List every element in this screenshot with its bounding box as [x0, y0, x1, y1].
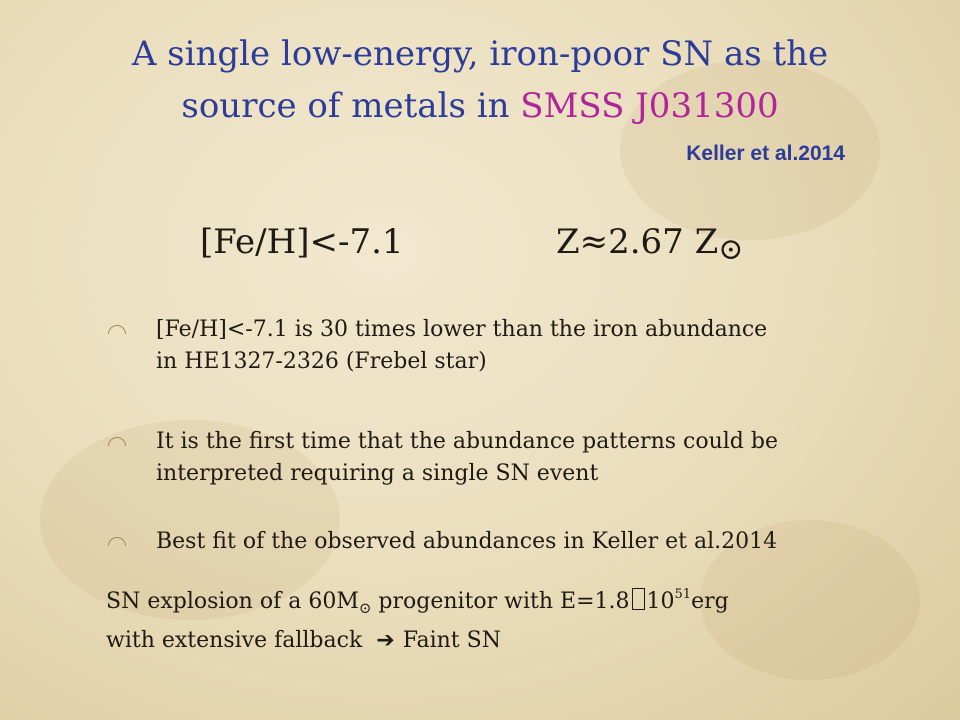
- bullet-text: [156, 526, 886, 558]
- bullet-text: [156, 426, 886, 490]
- half-circle-bullet-icon: [108, 325, 126, 334]
- sun-symbol-icon: ⊙: [358, 599, 372, 617]
- title-object-name: SMSS J031300: [520, 86, 779, 126]
- summary-text: progenitor with E=1.8: [371, 589, 630, 614]
- title-line-2-prefix: source of metals in: [181, 86, 521, 126]
- summary-line-2: [106, 623, 866, 659]
- title-line-2: [40, 80, 920, 132]
- summary-text: SN explosion of a 60M: [106, 589, 359, 614]
- metallicity-value: Z≈2.67 Z: [556, 222, 719, 262]
- summary-text: with extensive fallback: [106, 628, 363, 653]
- title-line-1: A single low-energy, iron-poor SN as the: [131, 34, 829, 74]
- summary-statement: [106, 584, 866, 659]
- summary-text: erg: [691, 589, 729, 614]
- bullet-line: Best fit of the observed abundances in Keller et al.2014: [156, 529, 778, 554]
- energy-exponent: 51: [674, 587, 692, 602]
- summary-text: Faint SN: [402, 628, 501, 653]
- bullet-line: in HE1327-2326 (Frebel star): [156, 349, 487, 374]
- bullet-line: [Fe/H]<-7.1 is 30 times lower than the iron abundance: [156, 317, 768, 342]
- metallicity-formula: [556, 222, 744, 267]
- slide-title: [40, 28, 920, 132]
- summary-text: 10: [646, 589, 675, 614]
- half-circle-bullet-icon: [108, 437, 126, 446]
- missing-glyph-icon: [632, 588, 645, 610]
- sun-symbol-icon: ⊙: [718, 232, 744, 267]
- iron-abundance-formula: [Fe/H]<-7.1: [200, 222, 404, 262]
- citation: Keller et al.2014: [686, 142, 845, 165]
- bullet-text: [156, 314, 886, 378]
- summary-line-1: [106, 584, 866, 623]
- bullet-line: interpreted requiring a single SN event: [156, 461, 599, 486]
- right-arrow-icon: ➔: [376, 628, 395, 653]
- half-circle-bullet-icon: [108, 537, 126, 546]
- bullet-line: It is the first time that the abundance patterns could be: [156, 429, 778, 454]
